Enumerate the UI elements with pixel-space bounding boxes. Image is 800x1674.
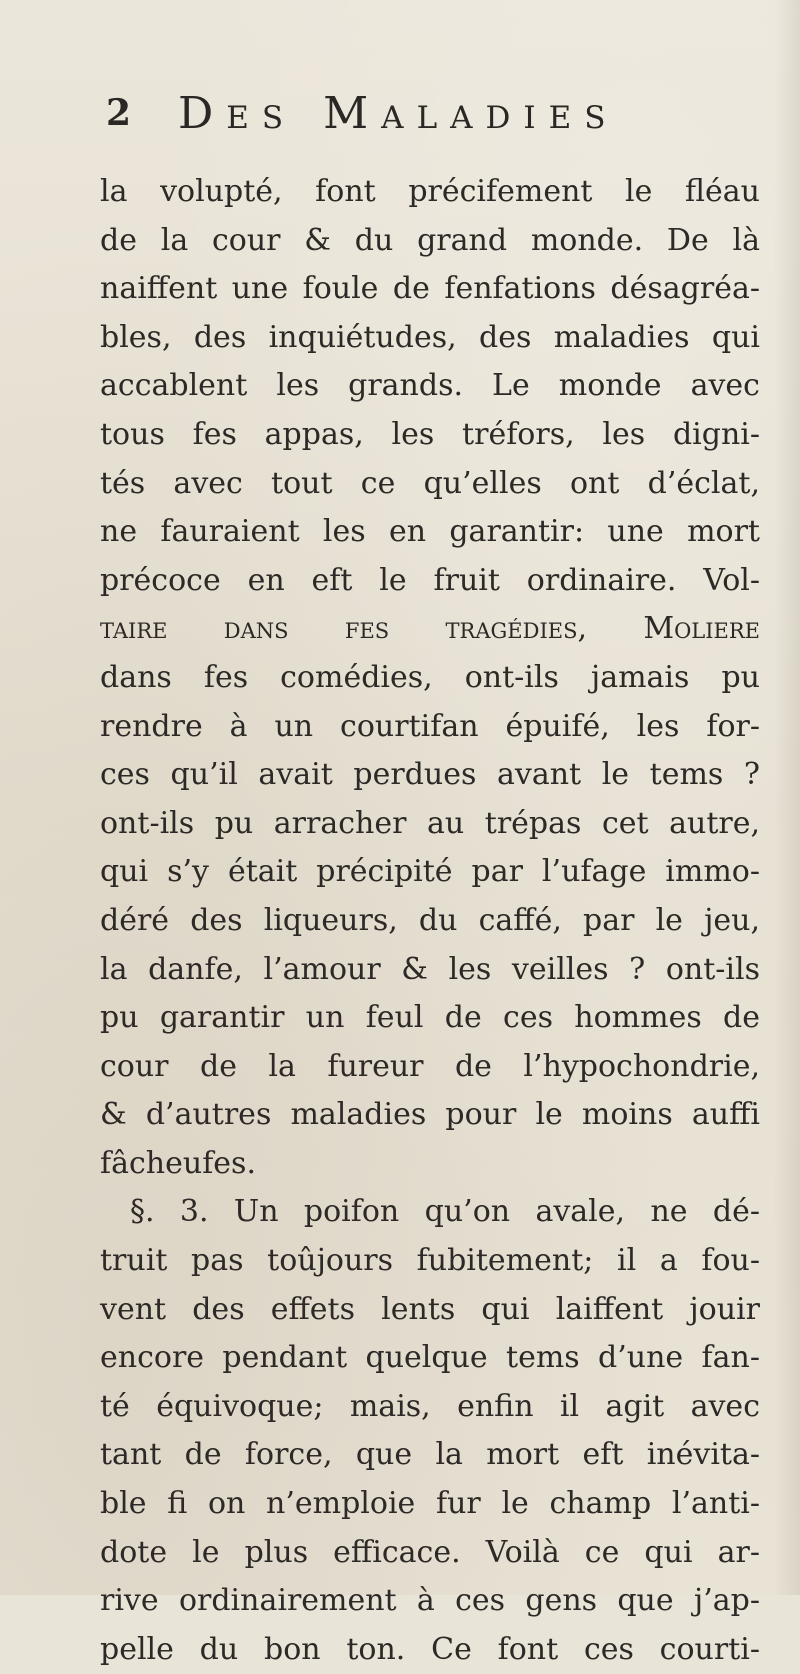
paragraph-start-line: §. 3. Un poifon qu’on avale, ne dé-: [130, 1194, 760, 1230]
text-line: té équivoque; mais, enfin il agit avec: [100, 1388, 760, 1424]
running-title: Des Maladies: [178, 88, 619, 139]
page-header: [106, 88, 706, 148]
text-line: bles, des inquiétudes, des maladies qui: [100, 319, 760, 355]
body-text: [100, 168, 760, 1674]
text-line: ont-ils pu arracher au trépas cet autre,: [100, 805, 760, 841]
text-line: rive ordinairement à ces gens que j’ap-: [100, 1583, 760, 1619]
text-line: de la cour & du grand monde. De là: [100, 222, 760, 258]
text-line: déré des liqueurs, du caffé, par le jeu,: [100, 902, 760, 938]
text-line: naiffent une foule de fenfations désagréa-: [100, 271, 760, 307]
text-line: pu garantir un feul de ces hommes de: [100, 1000, 760, 1036]
text-line: qui s’y était précipité par l’ufage immo-: [100, 854, 760, 890]
text-line: truit pas toûjours fubitement; il a fou-: [100, 1243, 760, 1279]
text-line: tés avec tout ce qu’elles ont d’éclat,: [100, 465, 760, 501]
text-line: la danfe, l’amour & les veilles ? ont-ils: [100, 951, 760, 987]
text-line: accablent les grands. Le monde avec: [100, 368, 760, 404]
text-line: encore pendant quelque tems d’une fan-: [100, 1340, 760, 1376]
text-line: tant de force, que la mort eft inévita-: [100, 1437, 760, 1473]
text-line: ne fauraient les en garantir: une mort: [100, 514, 760, 550]
page-number: 2: [106, 92, 132, 134]
text-line: fâcheufes.: [100, 1145, 256, 1181]
text-line: précoce en eft le fruit ordinaire. Vol-: [100, 562, 760, 598]
text-line: la volupté, font précifement le fléau: [100, 174, 760, 209]
text-line: cour de la fureur de l’hypochondrie,: [100, 1048, 760, 1084]
text-line: pelle du bon ton. Ce font ces courti-: [100, 1631, 760, 1667]
text-line: dans fes comédies, ont-ils jamais pu: [100, 659, 760, 695]
text-line: rendre à un courtifan épuifé, les for-: [100, 708, 760, 744]
text-line: ble fi on n’emploie fur le champ l’anti-: [100, 1486, 760, 1522]
text-line: & d’autres maladies pour le moins auffi: [100, 1097, 760, 1133]
page-edge-shadow: [774, 0, 800, 1595]
text-line: taire dans fes tragédies, Moliere: [100, 611, 760, 647]
text-line: dote le plus efficace. Voilà ce qui ar-: [100, 1534, 760, 1570]
text-line: vent des effets lents qui laiffent jouir: [100, 1291, 760, 1327]
text-line: ces qu’il avait perdues avant le tems ?: [100, 757, 760, 793]
text-line: tous fes appas, les tréfors, les digni-: [100, 416, 760, 452]
